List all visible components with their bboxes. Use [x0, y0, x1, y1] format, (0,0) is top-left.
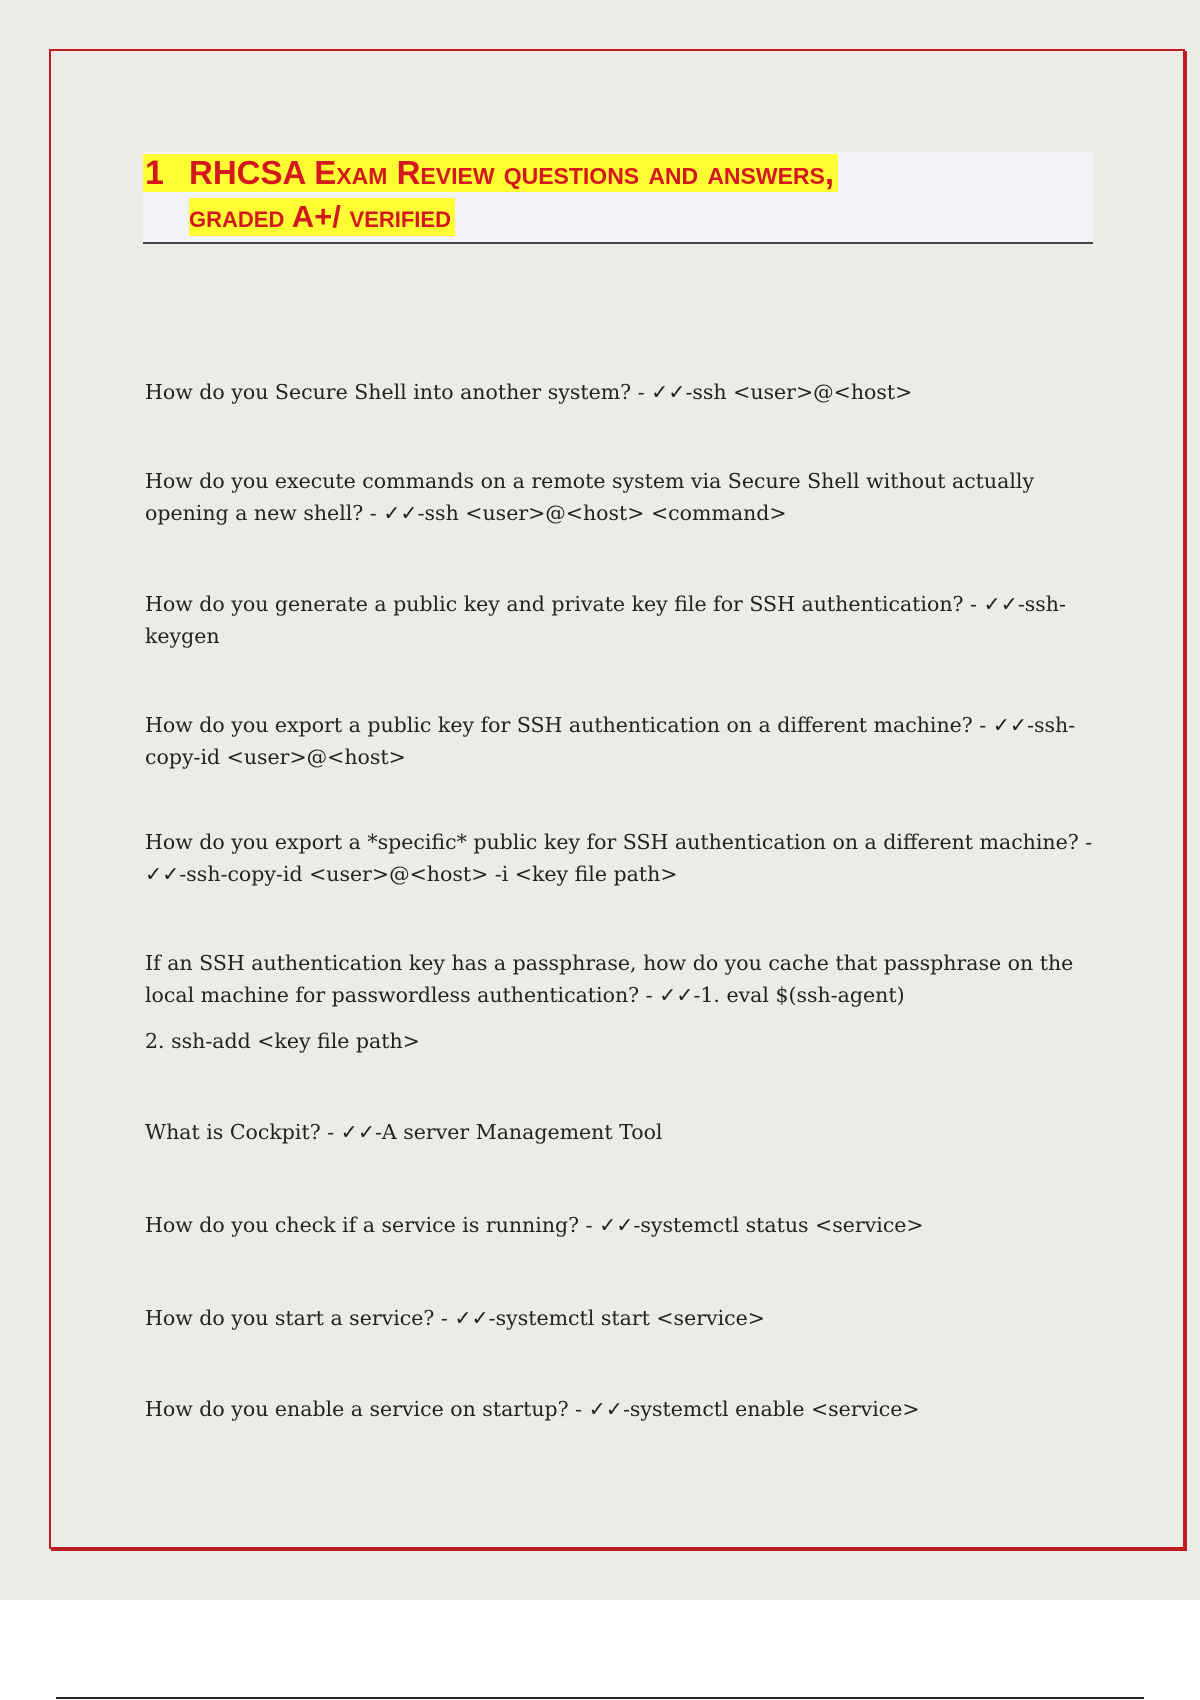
qa-line: How do you generate a public key and private key file for SSH authentication? - ✓✓-ssh-: [145, 592, 1066, 616]
qa-line: 2. ssh-add <key file path>: [145, 1029, 420, 1053]
qa-item: [145, 709, 1075, 773]
qa-line: How do you execute commands on a remote system via Secure Shell without actually: [145, 469, 1035, 493]
qa-line: If an SSH authentication key has a passphrase, how do you cache that passphrase on the: [145, 951, 1074, 975]
qa-item: [145, 1025, 1075, 1057]
title-line-1: RHCSA Exam Review questions and answers,: [189, 154, 838, 192]
title-number: 1: [143, 154, 189, 192]
qa-item: [145, 588, 1075, 652]
qa-item: [145, 1209, 1075, 1241]
qa-item: [145, 1116, 1075, 1148]
qa-line: local machine for passwordless authentication? - ✓✓-1. eval $(ssh-agent): [145, 983, 905, 1007]
qa-item: [145, 1393, 1075, 1425]
qa-item: [145, 947, 1075, 1011]
qa-line: How do you export a public key for SSH authentication on a different machine? - ✓✓-ssh-: [145, 713, 1076, 737]
document-title: [143, 152, 1093, 244]
footer-divider: [56, 1697, 1144, 1699]
qa-line: opening a new shell? - ✓✓-ssh <user>@<host> <command>: [145, 501, 787, 525]
qa-item: [145, 376, 1075, 408]
qa-line: ✓✓-ssh-copy-id <user>@<host> -i <key file path>: [145, 862, 678, 886]
qa-item: [145, 826, 1093, 890]
qa-item: [145, 1302, 1075, 1334]
qa-item: [145, 465, 1075, 529]
qa-line: copy-id <user>@<host>: [145, 745, 406, 769]
qa-line: keygen: [145, 624, 220, 648]
qa-line: How do you enable a service on startup? - ✓✓-systemctl enable <service>: [145, 1397, 920, 1421]
qa-line: How do you export a *specific* public key for SSH authentication on a different machine? -: [145, 830, 1093, 854]
qa-line: How do you start a service? - ✓✓-systemctl start <service>: [145, 1306, 765, 1330]
qa-line: How do you check if a service is running? - ✓✓-systemctl status <service>: [145, 1213, 924, 1237]
qa-line: How do you Secure Shell into another system? - ✓✓-ssh <user>@<host>: [145, 380, 913, 404]
qa-line: What is Cockpit? - ✓✓-A server Management Tool: [145, 1120, 663, 1144]
title-line-2: graded A+/ verified: [189, 198, 455, 236]
